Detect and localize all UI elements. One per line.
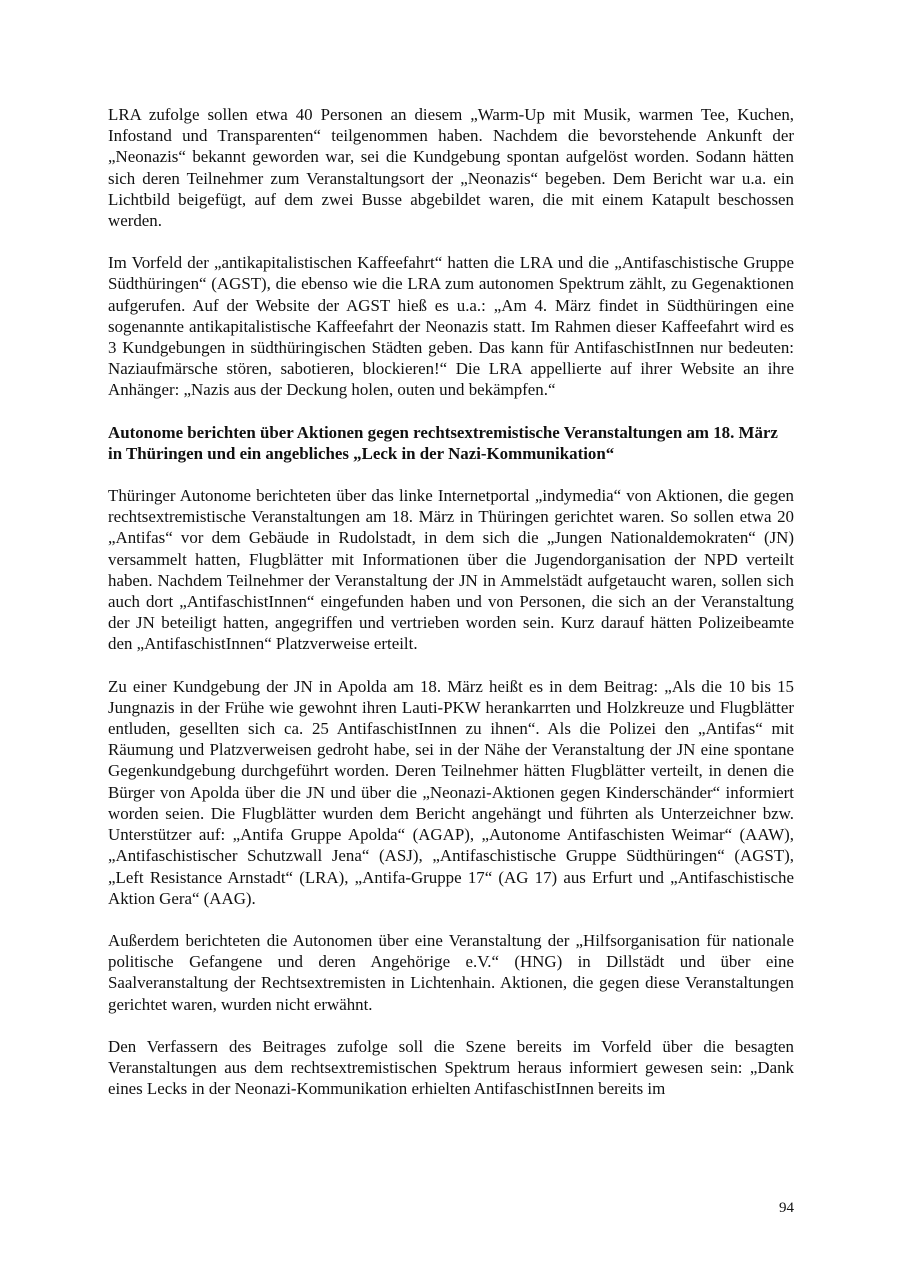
paragraph: LRA zufolge sollen etwa 40 Personen an diesem „Warm-Up mit Musik, warmen Tee, Kuchen, Infostand und Transparenten“ teilgenommen haben. Nachdem die bevorstehende Ankunft der „Neonazis“ bekannt geworden war, sei die Kundgebung spontan aufgelöst worden. Sodann hätten sich deren Teilnehmer zum Veranstaltungsort der „Neonazis“ begeben. Dem Bericht war u.a. ein Lichtbild beigefügt, auf dem zwei Busse abgebildet waren, die mit einem Katapult beschossen werden. [108, 105, 794, 231]
page-number: 94 [779, 1200, 794, 1216]
paragraph: Zu einer Kundgebung der JN in Apolda am 18. März heißt es in dem Beitrag: „Als die 10 bis 15 Jungnazis in der Frühe wie gewohnt ihren Lauti-PKW herankarrten und Holzkreuze und Flugblätter entluden, gesellten sich ca. 25 AntifaschistInnen zu ihnen“. Als die Polizei den „Antifas“ mit Räumung und Platzverweisen gedroht habe, sei in der Nähe der Veranstaltung der JN eine spontane Gegenkundgebung durchgeführt worden. Deren Teilnehmer hätten Flugblätter verteilt, in denen die Bürger von Apolda über die JN und über die „Neonazi-Aktionen gegen Kinderschänder“ informiert worden seien. Die Flugblätter wurden dem Bericht angehängt und führten als Unterzeichner bzw. Unterstützer auf: „Antifa Gruppe Apolda“ (AGAP), „Autonome Antifaschisten Weimar“ (AAW), „Antifaschistischer Schutzwall Jena“ (ASJ), „Antifaschistische Gruppe Südthüringen“ (AGST), „Left Resistance Arnstadt“ (LRA), „Antifa-Gruppe 17“ (AG 17) aus Erfurt und „Antifaschistische Aktion Gera“ (AAG). [108, 676, 794, 908]
section-heading: Autonome berichten über Aktionen gegen rechtsextremistische Veranstaltungen am 18. März in Thüringen und ein angebliches „Leck in der Nazi-Kommunikation“ [108, 422, 778, 463]
document-body [108, 104, 794, 1120]
paragraph: Den Verfassern des Beitrages zufolge soll die Szene bereits im Vorfeld über die besagten Veranstaltungen aus dem rechtsextremistischen Spektrum heraus informiert gewesen sein: „Dank eines Lecks in der Neonazi-Kommunikation erhielten AntifaschistInnen bereits im [108, 1036, 794, 1099]
paragraph: Außerdem berichteten die Autonomen über eine Veranstaltung der „Hilfsorganisation für nationale politische Gefangene und deren Angehörige e.V.“ (HNG) in Dillstädt und über eine Saalveranstaltung der Rechtsextremisten in Lichtenhain. Aktionen, die gegen diese Veranstaltungen gerichtet waren, wurden nicht erwähnt. [108, 930, 794, 1014]
paragraph: Im Vorfeld der „antikapitalistischen Kaffeefahrt“ hatten die LRA und die „Antifaschistische Gruppe Südthüringen“ (AGST), die ebenso wie die LRA zum autonomen Spektrum zählt, zu Gegenaktionen aufgerufen. Auf der Website der AGST hieß es u.a.: „Am 4. März findet in Südthüringen eine sogenannte antikapitalistische Kaffeefahrt der Neonazis statt. Im Rahmen dieser Kaffeefahrt wird es 3 Kundgebungen in südthüringischen Städten geben. Das kann für AntifaschistInnen nur bedeuten: Naziaufmärsche stören, sabotieren, blockieren!“ Die LRA appellierte auf ihrer Website an ihre Anhänger: „Nazis aus der Deckung holen, outen und bekämpfen.“ [108, 253, 794, 400]
paragraph: Thüringer Autonome berichteten über das linke Internetportal „indymedia“ von Aktionen, die gegen rechtsextremistische Veranstaltungen am 18. März in Thüringen gerichtet waren. So sollen etwa 20 „Antifas“ vor dem Gebäude in Rudolstadt, in dem sich die „Jungen Nationaldemokraten“ (JN) versammelt hatten, Flugblätter mit Informationen über die Jugendorganisation der NPD verteilt haben. Nachdem Teilnehmer der Veranstaltung der JN in Ammelstädt aufgetaucht waren, sollen sich auch dort „AntifaschistInnen“ eingefunden haben und von Personen, die sich an der Veranstaltung der JN beteiligt hatten, angegriffen und vertrieben worden sein. Kurz darauf hätten Polizeibeamte den „AntifaschistInnen“ Platzverweise erteilt. [108, 486, 794, 654]
